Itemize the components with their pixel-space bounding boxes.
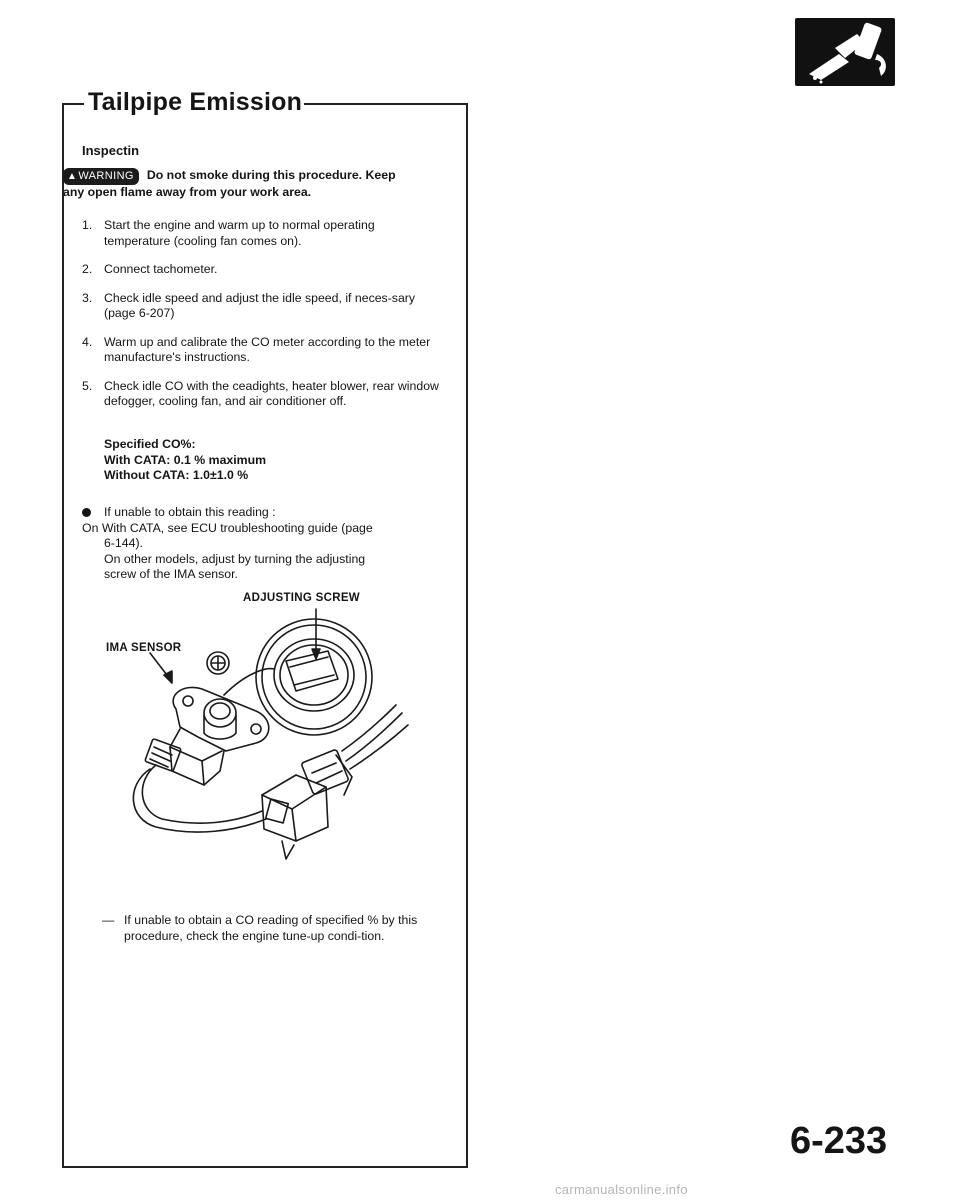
section-title: Tailpipe Emission (88, 88, 303, 116)
note-text: If unable to obtain a CO reading of specified % by this procedure, check the engine tune-up condi-tion. (124, 913, 418, 943)
bullet-line4: On other models, adjust by turning the adjusting (104, 551, 366, 566)
spec-heading: Specified CO%: (104, 437, 196, 451)
watermark-text: carmanualsonline.info (555, 1182, 688, 1197)
spec-without-cata: Without CATA: 1.0±1.0 % (104, 468, 249, 482)
label-ima-sensor: IMA SENSOR (106, 642, 182, 654)
label-adjusting-screw: ADJUSTING SCREW (243, 592, 360, 604)
bullet-icon (82, 508, 91, 517)
step-text: Connect tachometer. (104, 262, 218, 276)
bullet-line2: On With CATA, see ECU troubleshooting guide (page (82, 520, 373, 535)
step-number: 4. (82, 334, 93, 349)
step-2 (82, 262, 444, 278)
warning-badge-label: WARNING (78, 170, 134, 182)
warning-triangle-icon: ▲ (67, 171, 78, 182)
note-dash: — (102, 913, 115, 927)
step-number: 1. (82, 218, 93, 232)
step-text: Start the engine and warm up to normal operating temperature (cooling fan comes on). (104, 218, 375, 248)
fuel-nozzle-icon (795, 18, 895, 86)
spec-with-cata: With CATA: 0.1 % maximum (104, 452, 267, 467)
step-number: 5. (82, 378, 93, 393)
warning-text-line2: any open flame away from your work area. (63, 185, 312, 199)
step-text: Check idle speed and adjust the idle speed, if neces-sary (page 6-207) (104, 290, 416, 320)
tune-up-note (102, 913, 466, 944)
step-text: Warm up and calibrate the CO meter according to the meter manufacture's instructions. (104, 334, 431, 364)
ima-sensor-illustration (106, 605, 446, 885)
adjustment-note (82, 505, 444, 583)
step-5 (82, 379, 444, 410)
bullet-line (82, 505, 444, 521)
page-number: 6-233 (790, 1120, 888, 1162)
step-number: 2. (82, 262, 93, 276)
step-4 (82, 335, 444, 366)
warning-callout (63, 168, 443, 200)
warning-text-line1: Do not smoke during this procedure. Keep (146, 168, 396, 182)
step-1 (82, 218, 444, 249)
frame-top-rule-left (62, 103, 84, 105)
step-number: 3. (82, 290, 93, 305)
bullet-line3: 6-144). (104, 536, 143, 550)
procedure-steps (82, 218, 444, 423)
subheading: Inspectin (82, 143, 140, 158)
co-specification (104, 437, 266, 484)
step-3 (82, 291, 444, 322)
warning-badge (63, 168, 139, 185)
bullet-text: If unable to obtain this reading : (104, 505, 276, 519)
bullet-line5: screw of the IMA sensor. (104, 567, 238, 581)
step-text: Check idle CO with the ceadights, heater blower, rear window defogger, cooling fan, and air conditioner off. (104, 378, 439, 408)
